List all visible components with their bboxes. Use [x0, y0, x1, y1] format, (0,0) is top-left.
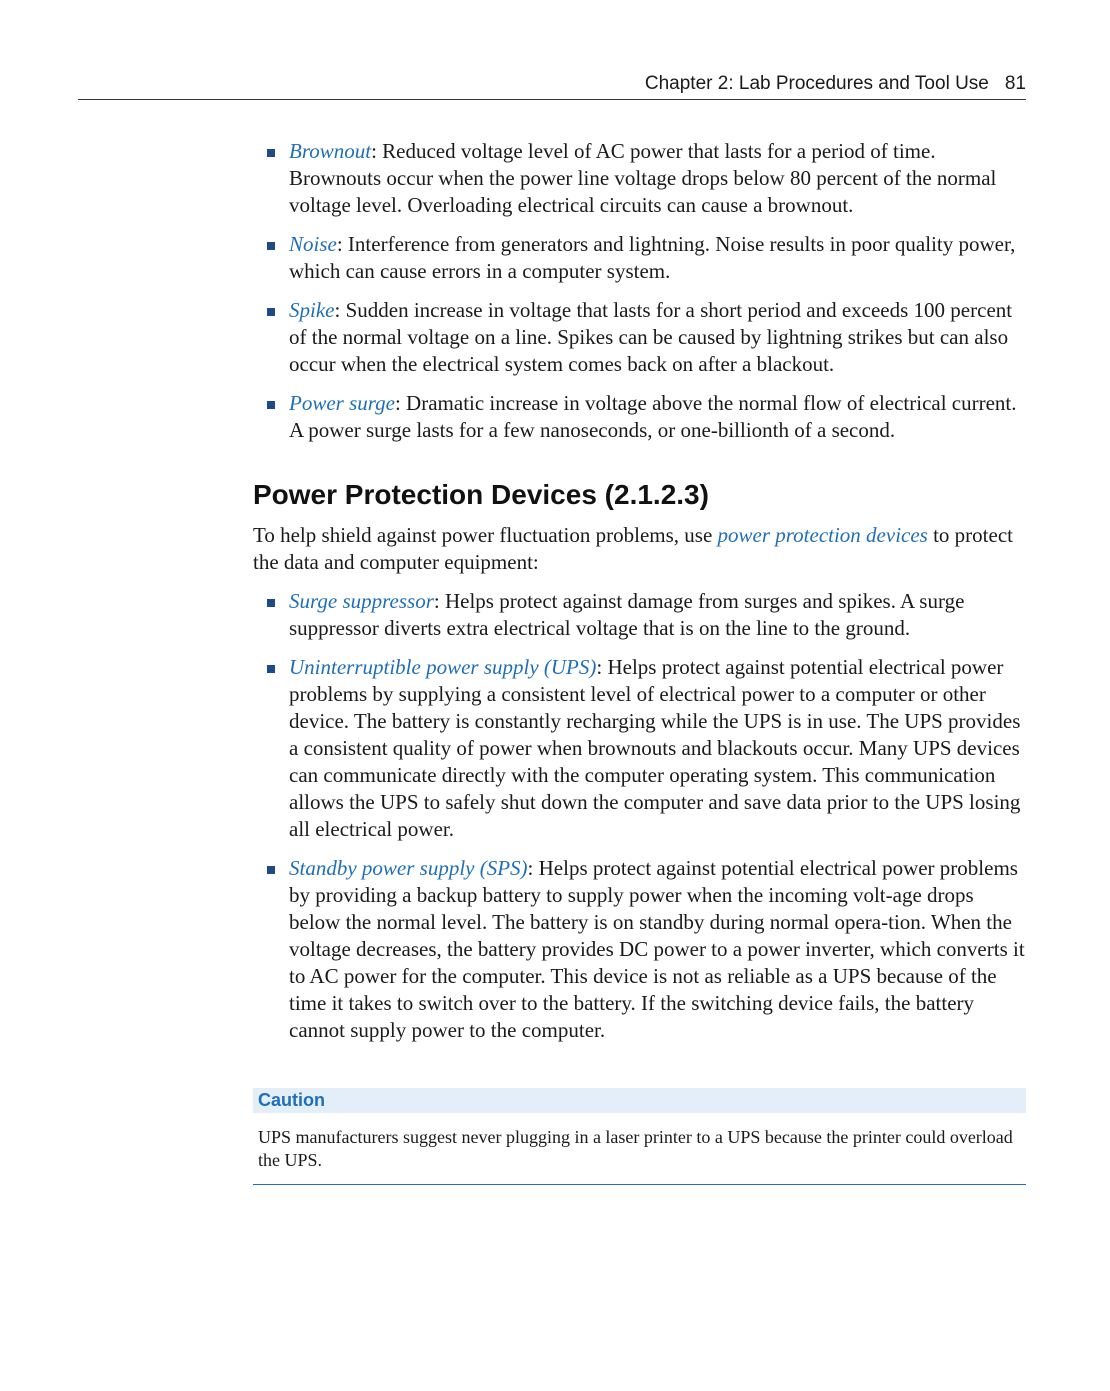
square-bullet-icon	[267, 665, 275, 673]
intro-text-before: To help shield against power fluctuation problems, use	[253, 523, 718, 547]
definition-spike: : Sudden increase in voltage that lasts for a short period and exceeds 100 percent of the normal voltage on a line. Spikes can be caused by lightning strikes but can also occur when the electrical system comes back on after a blackout.	[289, 298, 1013, 376]
running-header	[78, 72, 1026, 96]
chapter-title: Chapter 2: Lab Procedures and Tool Use	[644, 73, 989, 94]
caution-text: UPS manufacturers suggest never plugging in a laser printer to a UPS because the printer could overload the UPS.	[253, 1113, 1026, 1185]
list-item-noise	[253, 231, 1026, 285]
square-bullet-icon	[267, 401, 275, 409]
list-item-brownout	[253, 138, 1026, 219]
list-item-ups	[253, 654, 1026, 843]
definition-ups: : Helps protect against potential electrical power problems by supplying a consistent level of electrical power to a computer or other device. The battery is constantly recharging while the UPS is in use. The UPS provides a consistent quality of power when brownouts and blackouts occur. Many UPS devices can communicate directly with the computer operating system. This communication allows the UPS to safely shut down the computer and save data prior to the UPS losing all electrical power.	[289, 655, 1021, 841]
definition-surge-suppressor: : Helps protect against damage from surges and spikes. A surge suppressor diverts extra electrical voltage that is on the line to the ground.	[289, 589, 965, 640]
square-bullet-icon	[267, 149, 275, 157]
term-spike: Spike	[289, 298, 335, 322]
term-noise: Noise	[289, 232, 337, 256]
definition-sps: : Helps protect against potential electrical power problems by providing a backup battery to supply power when the incoming volt-age drops below the normal level. The battery is on standby during normal opera-tion. When the voltage decreases, the battery provides DC power to a power inverter, which converts it to AC power for the computer. This device is not as reliable as a UPS because of the time it takes to switch over to the battery. If the switching device fails, the battery cannot supply power to the computer.	[289, 856, 1025, 1042]
page-number: 81	[1004, 73, 1026, 94]
term-sps: Standby power supply (SPS)	[289, 856, 528, 880]
header-rule	[78, 99, 1026, 100]
power-problems-list	[253, 138, 1026, 444]
term-power-protection-devices: power protection devices	[717, 523, 928, 547]
intro-text-after: to protect the data and computer equipment:	[253, 523, 1013, 574]
main-content	[253, 138, 1026, 1056]
term-brownout: Brownout	[289, 139, 372, 163]
term-surge-suppressor: Surge suppressor	[289, 589, 434, 613]
definition-noise: : Interference from generators and lightning. Noise results in poor quality power, which can cause errors in a computer system.	[289, 232, 1016, 283]
square-bullet-icon	[267, 866, 275, 874]
square-bullet-icon	[267, 599, 275, 607]
section-intro	[253, 522, 1026, 576]
list-item-surge-suppressor	[253, 588, 1026, 642]
list-item-power-surge	[253, 390, 1026, 444]
square-bullet-icon	[267, 308, 275, 316]
definition-brownout: : Reduced voltage level of AC power that lasts for a period of time. Brownouts occur when the power line voltage drops below 80 percent of the normal voltage level. Overloading electrical circuits can cause a brownout.	[289, 139, 997, 217]
list-item-spike	[253, 297, 1026, 378]
list-item-sps	[253, 855, 1026, 1044]
square-bullet-icon	[267, 242, 275, 250]
caution-box	[253, 1088, 1026, 1185]
section-heading: Power Protection Devices (2.1.2.3)	[253, 479, 709, 510]
term-ups: Uninterruptible power supply (UPS)	[289, 655, 597, 679]
caution-heading: Caution	[253, 1088, 1026, 1113]
definition-power-surge: : Dramatic increase in voltage above the normal flow of electrical current. A power surge lasts for a few nanoseconds, or one-billionth of a second.	[289, 391, 1017, 442]
term-power-surge: Power surge	[289, 391, 395, 415]
devices-list	[253, 588, 1026, 1044]
